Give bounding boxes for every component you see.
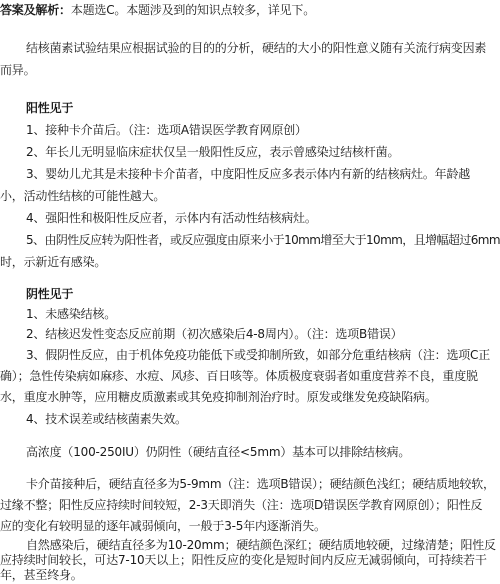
intro-line: 结核菌素试验结果应根据试验的目的的分析，硬结的大小的阳性意义随有关流行病变因素	[26, 41, 487, 55]
positive-item: 4、强阳性和极阳性反应者，示体内有活动性结核病灶。	[26, 211, 317, 225]
answer-label: 答案及解析：	[0, 3, 71, 17]
negative-item: 水，重度水肿等，应用糖皮质激素或其免疫抑制剂治疗时。原发或继发免疫缺陷病。	[0, 390, 437, 404]
natural-paragraph-line: 自然感染后，硬结直径多为10-20mm；硬结颜色深红；硬结质地较硬，过缘清楚；阳性反	[26, 538, 496, 552]
bcg-paragraph-line: 过缘不整；阳性反应持续时间较短，2-3天即消失（注：选项D错误医学教育网原创）；阳性反	[0, 498, 483, 512]
high-concentration-note: 高浓度（100-250IU）仍阴性（硬结直径<5mm）基本可以排除结核病。	[26, 445, 411, 459]
negative-item: 确）；急性传染病如麻疹、水痘、风疹、百日咳等。体质极度衰弱者如重度营养不良，重度脱	[0, 369, 478, 383]
bcg-paragraph-line: 卡介苗接种后，硬结直径多为5-9mm（注：选项B错误）；硬结颜色浅红；硬结质地较软，	[26, 477, 495, 491]
positive-heading: 阳性见于	[26, 101, 74, 115]
answer-line	[0, 2, 500, 19]
negative-item: 4、技术误差或结核菌素失效。	[26, 412, 187, 426]
positive-item: 5、由阴性反应转为阳性者，或反应强度由原来小于10mm增至大于10mm，且增幅超过6mm	[26, 233, 500, 247]
negative-item: 2、结核迟发性变态反应前期（初次感染后4-8周内）。（注：选项B错误）	[26, 327, 403, 341]
natural-paragraph-line: 应持续时间较长，可达7-10天以上；阳性反应的变化是短时间内反应无减弱倾向，可持续若干	[0, 553, 487, 567]
positive-item: 小，活动性结核的可能性越大。	[0, 189, 166, 203]
positive-item: 时，示新近有感染。	[0, 255, 107, 269]
positive-item: 2、年长儿无明显临床症状仅呈一般阳性反应，表示曾感染过结核杆菌。	[26, 145, 400, 159]
intro-line: 而异。	[0, 63, 36, 77]
positive-item: 1、接种卡介苗后。（注：选项A错误医学教育网原创）	[26, 123, 307, 137]
negative-heading: 阴性见于	[26, 287, 74, 301]
positive-item: 3、婴幼儿尤其是未接种卡介苗者，中度阳性反应多表示体内有新的结核病灶。年龄越	[26, 167, 471, 181]
natural-paragraph-line: 年，甚至终身。	[0, 568, 83, 582]
negative-item: 1、未感染结核。	[26, 307, 117, 321]
answer-text: 本题选C。本题涉及到的知识点较多，详见下。	[70, 3, 315, 17]
bcg-paragraph-line: 应的变化有较明显的逐年减弱倾向，一般于3-5年内逐渐消失。	[0, 519, 326, 533]
negative-item: 3、假阴性反应，由于机体免疫功能低下或受抑制所致，如部分危重结核病（注：选项C正	[26, 348, 491, 362]
